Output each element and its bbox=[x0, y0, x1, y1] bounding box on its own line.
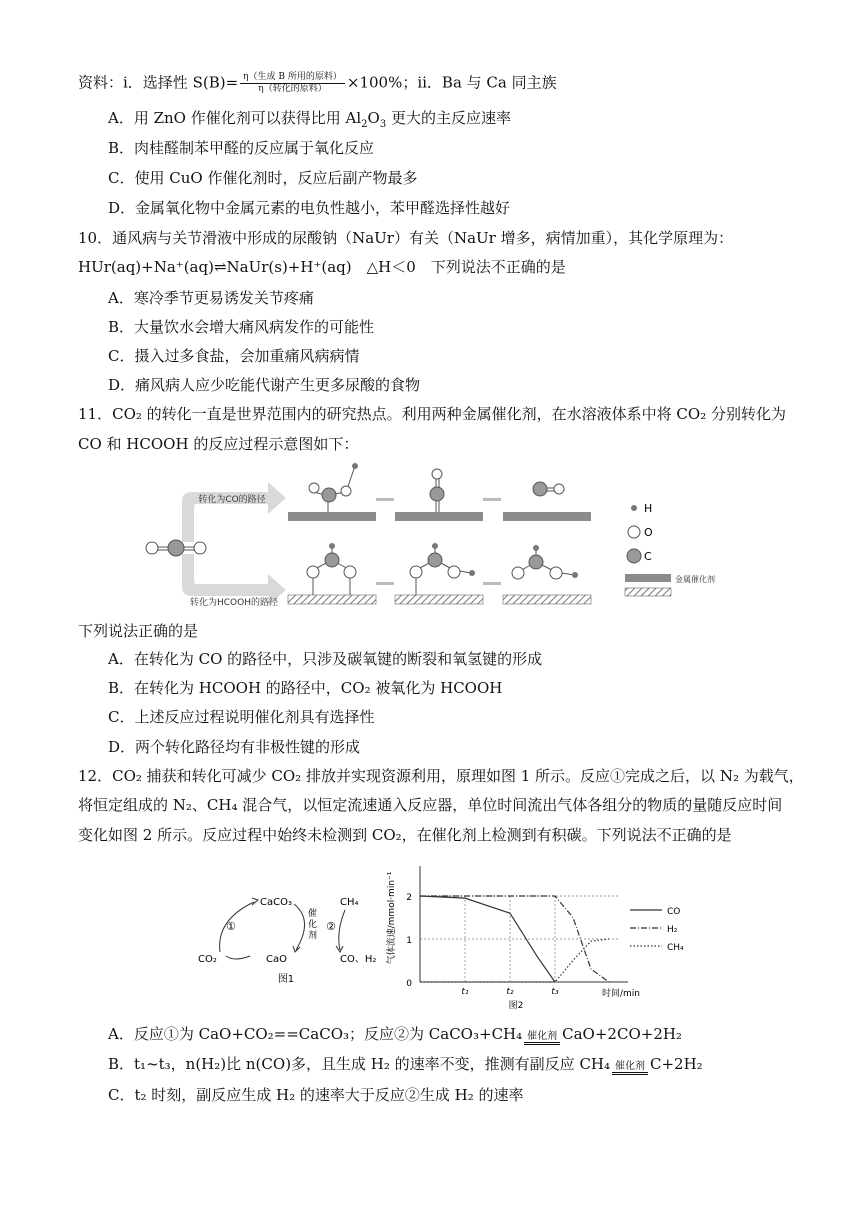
legend-c-marker bbox=[627, 549, 641, 563]
equals-line bbox=[524, 1044, 560, 1051]
fig1-reaction2: ② bbox=[326, 920, 336, 933]
co-step1-molecule bbox=[309, 463, 358, 512]
q10-stem-line1: 10．通风病与关节滑液中形成的尿酸钠（NaUr）有关（NaUr 增多，病情加重），其化学原理为： bbox=[78, 229, 734, 247]
q9-option-c: C．使用 CuO 作催化剂时，反应后副产物最多 bbox=[108, 169, 418, 187]
legend-o-label: O bbox=[644, 526, 653, 539]
catalyst-bar bbox=[288, 512, 376, 521]
y-tick-label: 2 bbox=[406, 893, 412, 903]
fig1-co-h2: CO、H₂ bbox=[340, 954, 377, 965]
q12-b-pre: B．t₁~t₃，n(H₂)比 n(CO)多，且生成 H₂ 的速率不变，推测有副反应 CH₄ bbox=[108, 1055, 611, 1073]
co2-conversion-diagram bbox=[138, 462, 738, 610]
x-tick-label: t₁ bbox=[461, 987, 469, 997]
fig1-ch4: CH₄ bbox=[340, 897, 359, 908]
fig1-catalyst-char3: 剂 bbox=[308, 931, 318, 941]
q9-option-a bbox=[108, 108, 511, 135]
fig1-arc-bottom bbox=[226, 956, 250, 959]
fig1-arc-left bbox=[220, 902, 254, 952]
q10-option-a: A．寒冷季节更易诱发关节疼痛 bbox=[108, 289, 314, 307]
q9-option-b: B．肉桂醛制苯甲醛的反应属于氧化反应 bbox=[108, 139, 375, 157]
step-arrow bbox=[376, 582, 394, 585]
q10-stem-line2: HUr(aq)+Na⁺(aq)⇌NaUr(s)+H⁺(aq) △H＜0 下列说法不正确的是 bbox=[78, 258, 566, 276]
q12-stem-line2: 将恒定组成的 N₂、CH₄ 混合气，以恒定流速通入反应器，单位时间流出气体各组分的物质的量随反应时间 bbox=[78, 796, 783, 814]
fig1-cao: CaO bbox=[266, 954, 287, 965]
path-co-label: 转化为CO的路径 bbox=[198, 495, 266, 505]
q12-option-a bbox=[108, 1024, 682, 1051]
fig1-caco3: CaCO₃ bbox=[260, 897, 292, 908]
co-step2-molecule bbox=[430, 469, 444, 512]
path-hcooh-label: 转化为HCOOH的路径 bbox=[190, 598, 278, 608]
series-line-CH₄ bbox=[420, 939, 609, 982]
q11-stem-line2: CO 和 HCOOH 的反应过程示意图如下： bbox=[78, 435, 359, 453]
y-tick-label: 1 bbox=[406, 936, 412, 946]
q12-b-post: C+2H₂ bbox=[650, 1055, 703, 1073]
x-tick-label: t₃ bbox=[551, 987, 559, 997]
q11-option-b: B．在转化为 HCOOH 的路径中，CO₂ 被氧化为 HCOOH bbox=[108, 679, 503, 697]
legend-o-marker bbox=[628, 526, 640, 538]
chart-xlabel: 时间/min bbox=[602, 989, 641, 999]
q12-option-b bbox=[108, 1054, 703, 1081]
q11-stem-line1: 11．CO₂ 的转化一直是世界范围内的研究热点。利用两种金属催化剂，在水溶液体系中将 CO₂ 分别转化为 bbox=[78, 405, 786, 423]
q11-option-a: A．在转化为 CO 的路径中，只涉及碳氧键的断裂和氧氢键的形成 bbox=[108, 650, 543, 668]
q9-a-post: 更大的主反应速率 bbox=[386, 109, 511, 127]
catalyst-label: 催化剂 bbox=[524, 1032, 560, 1043]
legend-label: CO bbox=[667, 907, 681, 917]
legend-catalyst-label: 金属催化剂 bbox=[675, 575, 715, 584]
step-arrow bbox=[483, 582, 501, 585]
q9-option-d: D．金属氧化物中金属元素的电负性越小，苯甲醛选择性越好 bbox=[108, 199, 511, 217]
q9-ref-suffix: ×100%；ⅱ．Ba 与 Ca 同主族 bbox=[346, 73, 557, 92]
q11-lead: 下列说法正确的是 bbox=[78, 622, 199, 640]
y-tick-label: 0 bbox=[406, 979, 412, 989]
q12-a-pre: A．反应①为 CaO+CO₂==CaCO₃；反应②为 CaCO₃+CH₄ bbox=[108, 1025, 523, 1043]
q11-option-c: C．上述反应过程说明催化剂具有选择性 bbox=[108, 708, 375, 726]
equals-line bbox=[612, 1074, 648, 1081]
chart-ylabel: 气体流速/mmol·min⁻¹ bbox=[387, 871, 397, 965]
catalyst-bar bbox=[395, 512, 483, 521]
q9-reference bbox=[78, 72, 557, 95]
hcooh-molecule bbox=[512, 545, 578, 579]
diagram-legend bbox=[625, 502, 715, 596]
fig1-catalyst-char1: 催 bbox=[308, 909, 318, 919]
catalyst-condition bbox=[524, 1032, 560, 1051]
q9-a-sub2: 3 bbox=[379, 119, 387, 130]
path-co-arrow bbox=[182, 482, 286, 542]
hatched-catalyst-bar bbox=[288, 595, 376, 604]
fig1-reaction1: ① bbox=[226, 920, 236, 933]
step-arrow bbox=[483, 498, 501, 501]
fraction-denominator: η（转化的原料） bbox=[258, 84, 327, 94]
fig1-co2: CO₂ bbox=[198, 954, 217, 965]
fig1-arc-right bbox=[294, 904, 305, 950]
q9-a-text: A．用 ZnO 作催化剂可以获得比用 Al bbox=[108, 109, 362, 127]
q12-option-c: C．t₂ 时刻，副反应生成 H₂ 的速率大于反应②生成 H₂ 的速率 bbox=[108, 1086, 524, 1104]
hatched-catalyst-bar bbox=[503, 595, 591, 604]
q9-ref-prefix: 资料：ⅰ．选择性 S(B)= bbox=[78, 73, 239, 92]
legend-label: CH₄ bbox=[667, 943, 684, 953]
figure2-chart bbox=[380, 858, 710, 1014]
co-molecule bbox=[533, 482, 564, 496]
legend-catalyst-hatched bbox=[625, 588, 671, 596]
catalyst-bar bbox=[503, 512, 591, 521]
catalyst-label: 催化剂 bbox=[612, 1062, 648, 1073]
q10-option-b: B．大量饮水会增大痛风病发作的可能性 bbox=[108, 318, 375, 336]
q9-a-mid: O bbox=[367, 109, 380, 127]
legend-h-label: H bbox=[644, 502, 653, 515]
legend-h-marker bbox=[631, 505, 637, 511]
legend-c-label: C bbox=[644, 550, 652, 563]
q12-stem-line3: 变化如图 2 所示。反应过程中始终未检测到 CO₂，在催化剂上检测到有积碳。下列说法不正确的是 bbox=[78, 826, 732, 844]
fraction-numerator: η（生成 B 所用的原料） bbox=[240, 72, 345, 84]
step-arrow bbox=[376, 498, 394, 501]
q12-stem-line1: 12．CO₂ 捕获和转化可减少 CO₂ 排放并实现资源利用，原理如图 1 所示。反应①完成之后，以 N₂ 为载气， bbox=[78, 767, 804, 785]
q11-option-d: D．两个转化路径均有非极性键的形成 bbox=[108, 738, 361, 756]
figure1-cycle bbox=[190, 880, 390, 990]
legend-catalyst-solid bbox=[625, 574, 671, 582]
fig1-catalyst-label bbox=[308, 907, 317, 941]
selectivity-fraction bbox=[240, 72, 345, 95]
fig1-arc-ch4 bbox=[339, 910, 345, 950]
q9-a-sub: 2 bbox=[361, 119, 368, 130]
hatched-catalyst-bar bbox=[395, 595, 483, 604]
fig1-caption: 图1 bbox=[277, 974, 295, 985]
hcooh-step2-molecule bbox=[410, 543, 475, 595]
chart-caption: 图2 bbox=[508, 1001, 524, 1011]
co2-molecule bbox=[146, 540, 206, 556]
fig1-arrowhead bbox=[252, 898, 258, 905]
x-tick-label: t₂ bbox=[506, 987, 514, 997]
q10-option-c: C．摄入过多食盐，会加重痛风病病情 bbox=[108, 347, 360, 365]
q12-a-post: CaO+2CO+2H₂ bbox=[562, 1025, 682, 1043]
catalyst-condition bbox=[612, 1062, 648, 1081]
fig1-catalyst-char2: 化 bbox=[308, 920, 318, 930]
q10-option-d: D．痛风病人应少吃能代谢产生更多尿酸的食物 bbox=[108, 376, 421, 394]
legend-label: H₂ bbox=[667, 925, 678, 935]
hcooh-step1-molecule bbox=[307, 543, 356, 595]
